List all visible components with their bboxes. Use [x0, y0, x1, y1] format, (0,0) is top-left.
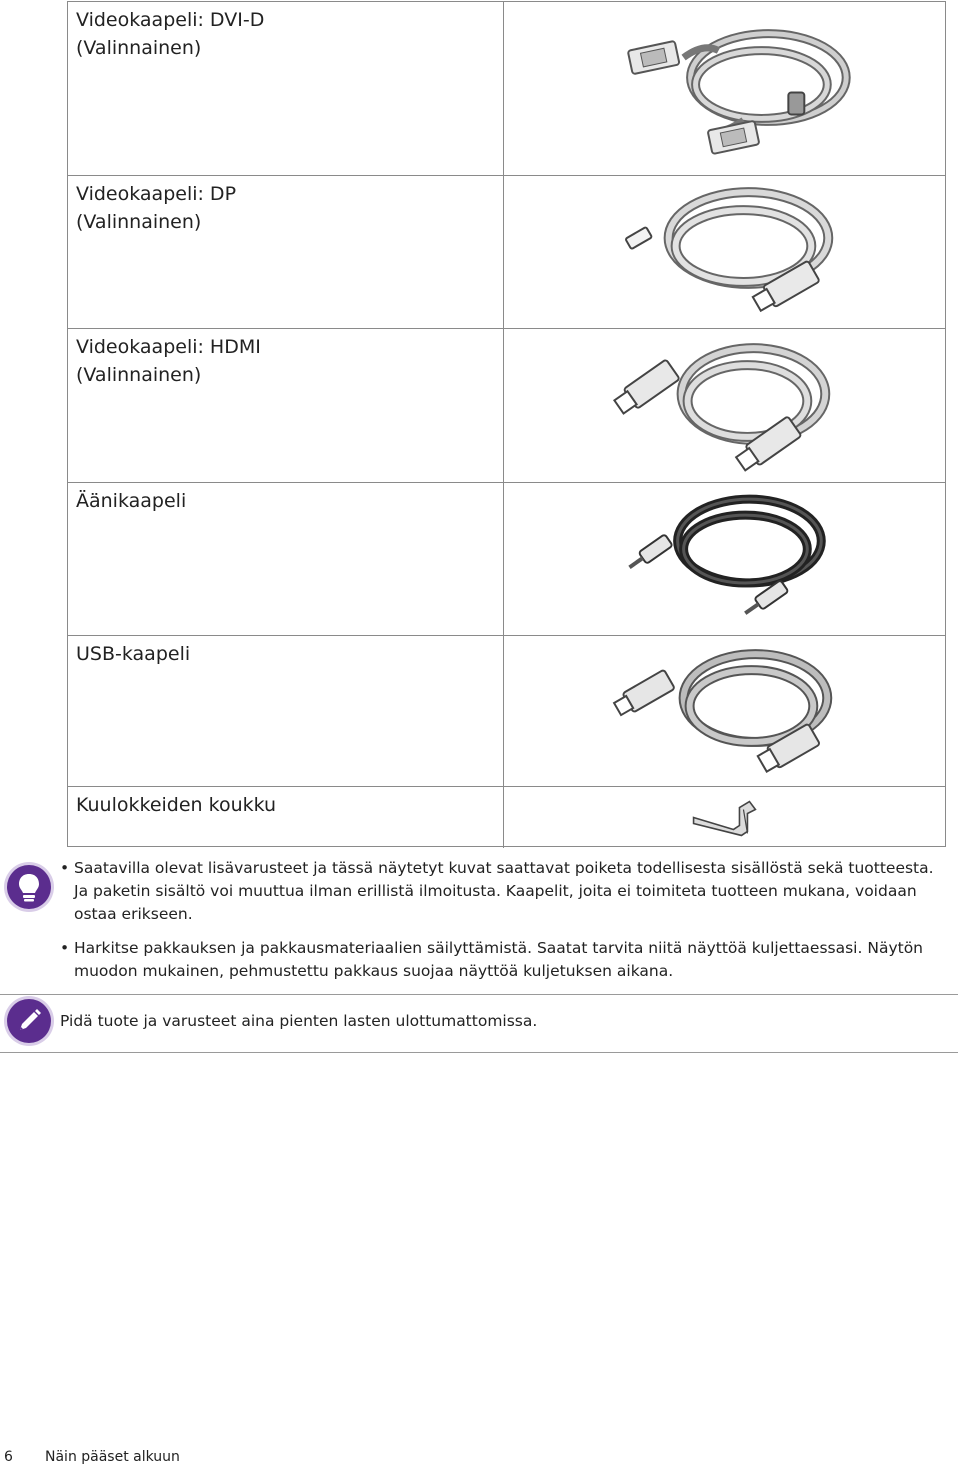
page-number: 6 — [4, 1449, 13, 1465]
accessory-name: Kuulokkeiden koukku — [76, 794, 277, 816]
displayport-cable-image — [504, 176, 945, 328]
accessory-note: (Valinnainen) — [76, 37, 202, 59]
dvi-d-cable-image — [504, 2, 945, 175]
headphone-hook-image — [504, 787, 945, 848]
accessory-note: (Valinnainen) — [76, 364, 202, 386]
lightbulb-icon — [7, 865, 51, 909]
accessory-label — [68, 329, 504, 482]
tip-bullet: • Harkitse pakkauksen ja pakkausmateriaalien säilyttämistä. Saatat tarvita niitä näyttöä kuljettaessasi. Näytön muodon mukainen, pehmustettu pakkaus suojaa näyttöä kuljetuksen aikana. — [60, 937, 950, 983]
tip-bullet: • Saatavilla olevat lisävarusteet ja tässä näytetyt kuvat saattavat poiketa todellisesta sisällöstä sekä tuotteesta. Ja paketin sisältö voi muuttua ilman erillistä ilmoitusta. Kaapelit, joita ei toimiteta tuotteen mukana, voidaan ostaa erikseen. — [60, 857, 950, 926]
divider — [0, 994, 958, 995]
accessory-row-audio — [68, 483, 945, 636]
note-text: Pidä tuote ja varusteet aina pienten lasten ulottumattomissa. — [60, 1012, 538, 1030]
accessory-table — [67, 1, 946, 847]
accessory-label — [68, 176, 504, 328]
divider — [0, 1052, 958, 1053]
accessory-name: Videokaapeli: HDMI — [76, 336, 261, 358]
hdmi-cable-image — [504, 329, 945, 482]
accessory-row-usb — [68, 636, 945, 787]
accessory-note: (Valinnainen) — [76, 211, 202, 233]
accessory-label — [68, 483, 504, 635]
accessory-label — [68, 2, 504, 175]
accessory-label — [68, 636, 504, 786]
pencil-icon — [7, 999, 51, 1043]
accessory-row-hdmi — [68, 329, 945, 483]
tip-text: Saatavilla olevat lisävarusteet ja tässä näytetyt kuvat saattavat poiketa todellisesta sisällöstä sekä tuotteesta. Ja paketin sisältö voi muuttua ilman erillistä ilmoitusta. Kaapelit, joita ei toimiteta tuotteen mukana, voidaan ostaa erikseen. — [74, 859, 934, 923]
accessory-name: USB-kaapeli — [76, 643, 191, 665]
accessory-row-headphone-hook — [68, 787, 945, 848]
accessory-name: Videokaapeli: DVI-D — [76, 9, 265, 31]
accessory-row-dvi — [68, 2, 945, 176]
section-name: Näin pääset alkuun — [45, 1449, 180, 1465]
accessory-row-dp — [68, 176, 945, 329]
accessory-label — [68, 787, 504, 848]
accessory-name: Videokaapeli: DP — [76, 183, 237, 205]
usb-cable-image — [504, 636, 945, 786]
audio-cable-image — [504, 483, 945, 635]
tip-text: Harkitse pakkauksen ja pakkausmateriaalien säilyttämistä. Saatat tarvita niitä näyttöä kuljettaessasi. Näytön muodon mukainen, pehmustettu pakkaus suojaa näyttöä kuljetuksen aikana. — [74, 939, 923, 980]
accessory-name: Äänikaapeli — [76, 490, 187, 512]
